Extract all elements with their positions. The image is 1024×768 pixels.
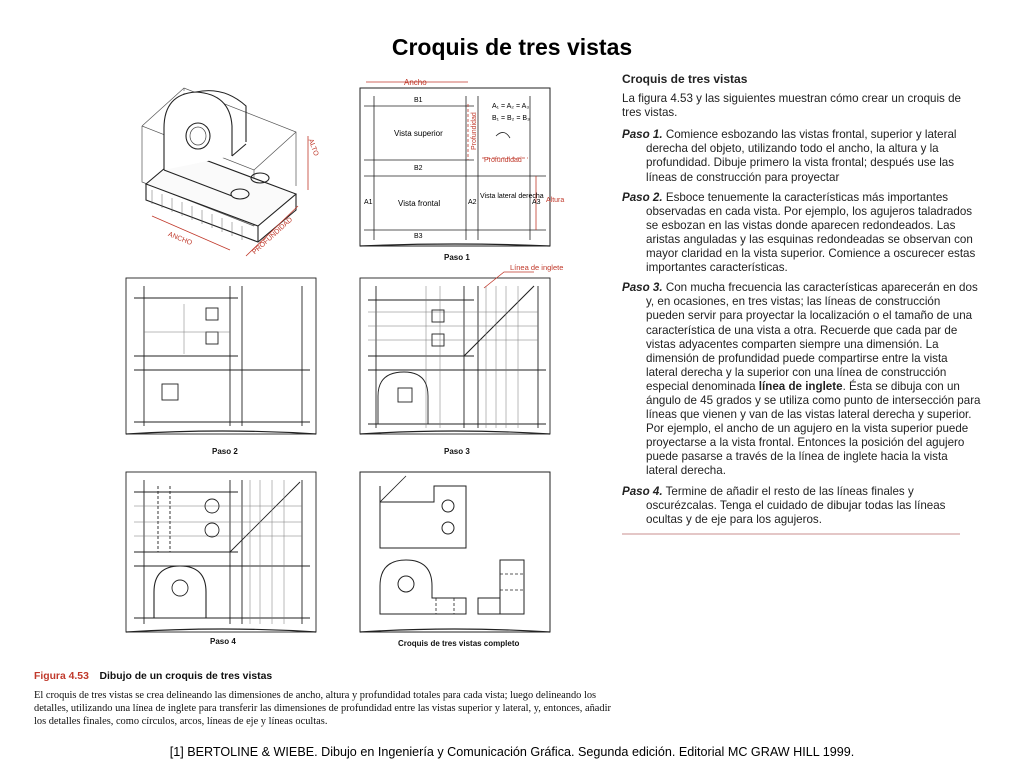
label-ancho-p1: Ancho: [404, 78, 427, 87]
step-3-label: Paso 3.: [622, 281, 663, 295]
text-panel: [622, 72, 982, 535]
completo-panel: [360, 472, 550, 632]
label-altura: Altura: [546, 197, 565, 204]
figure-caption-heading: [34, 670, 620, 683]
step-2-text: Esboce tenuemente la características más importantes observadas en cada vista. Por ejemplo, los agujeros taladrados se esbozan en las vistas donde aparecen redondeados. Las aristas anguladas y las esquinas redondeadas se observan con mayor claridad en la vista superior. Comience a oscurecer estas importantes características.: [646, 190, 976, 275]
text-panel-intro: La figura 4.53 y las siguientes muestran cómo crear un croquis de tres vistas.: [622, 92, 961, 120]
paso3-panel: [360, 272, 550, 434]
label-alto: ALTO: [306, 138, 320, 158]
label-vista-superior: Vista superior: [394, 129, 443, 138]
step-4-label: Paso 4.: [622, 484, 663, 498]
label-vista-lateral: Vista lateral derecha: [480, 193, 544, 200]
step-2: [622, 191, 982, 276]
footer-citation: [1] BERTOLINE & WIEBE. Dibujo en Ingeniería y Comunicación Gráfica. Segunda edición. Editorial MC GRAW HILL 1999.: [169, 745, 855, 759]
label-eq2: B₁ = B₂ = B₃: [492, 115, 530, 122]
figure-caption-text: El croquis de tres vistas se crea delineando las dimensiones de ancho, altura y profundidad totales para cada vista; luego delineando los detalles, utilizando una línea de inglete para transferir las dimensiones de profundidad entre las vistas superior y lateral, y, entonces, añadir los detalles finales, como círculos, arcos, líneas de eje y líneas ocultas.: [34, 690, 611, 727]
label-b3: B3: [414, 233, 423, 240]
text-panel-heading: Croquis de tres vistas: [622, 72, 748, 86]
caption-paso2: Paso 2: [212, 447, 238, 456]
caption-paso1: Paso 1: [444, 253, 470, 262]
step-1: [622, 128, 982, 184]
step-3: [622, 281, 982, 478]
label-profundidad-p1: Profundidad: [484, 157, 522, 164]
paso2-panel: [126, 278, 316, 434]
text-panel-rule: [622, 533, 960, 535]
caption-paso4: Paso 4: [210, 637, 236, 646]
label-ancho: ANCHO: [166, 231, 193, 248]
figure-drawings: [34, 66, 620, 666]
step-1-text: Comience esbozando las vistas frontal, superior y lateral derecha del objeto, utilizando todo el ancho, la altura y la profundidad. Dibuje primero la vista frontal; después use las líneas de construcción para proyectar: [646, 128, 957, 184]
label-eq1: A₁ = A₂ = A₃: [492, 103, 530, 110]
caption-paso3: Paso 3: [444, 447, 470, 456]
label-b2: B2: [414, 165, 423, 172]
paso1-panel: [360, 78, 564, 246]
figure-caption: [34, 670, 620, 728]
pictorial-view: [142, 88, 319, 256]
step-1-label: Paso 1.: [622, 128, 663, 142]
label-a3: A3: [532, 199, 541, 206]
label-profundidad: PROFUNDIDAD: [251, 216, 295, 256]
label-a2: A2: [468, 199, 477, 206]
label-b1: B1: [414, 97, 423, 104]
label-linea-de-inglete: Línea de inglete: [510, 263, 564, 272]
step-4-text: Termine de añadir el resto de las líneas finales y oscurézcalas. Tenga el cuidado de dibujar todas las líneas ocultas y de eje para los agujeros.: [646, 484, 946, 526]
caption-completo: Croquis de tres vistas completo: [398, 639, 520, 648]
step-3-bold: línea de inglete: [758, 379, 843, 393]
step-4: [622, 485, 982, 527]
step-2-label: Paso 2.: [622, 190, 663, 204]
figure-4-53: [34, 66, 620, 734]
label-vista-frontal: Vista frontal: [398, 199, 441, 208]
label-a1: A1: [364, 199, 373, 206]
slide-title: Croquis de tres vistas: [391, 34, 633, 60]
step-3-text-after: . Ésta se dibuja con un ángulo de 45 grados y se utiliza como punto de intersección para líneas que vienen y van de las vistas lateral derecha y superior. Por ejemplo, el ancho de un agujero en la vista superior puede proyectarse a la vista frontal. Entonces la posición del agujero puede pasarse a través de la línea de inglete hacia la vista lateral derecha.: [646, 379, 981, 478]
label-profundidad-vertical: Profundidad: [471, 112, 478, 150]
step-3-text-before: Con mucha frecuencia las características aparecerán en dos y, en ocasiones, en tres vistas; las líneas de construcción pueden servir para proyectar la localización o el tamaño de una característica de una vista a otra. Recuerde que cada par de vistas adyacentes comparten siempre una dimensión. La dimensión de profundidad puede compartirse entre la vista lateral derecha y la superior con una línea de construcción especial denominada: [646, 281, 978, 393]
figure-number: Figura 4.53: [34, 671, 89, 682]
paso4-panel: [126, 472, 316, 632]
figure-title: Dibujo de un croquis de tres vistas: [99, 671, 273, 682]
